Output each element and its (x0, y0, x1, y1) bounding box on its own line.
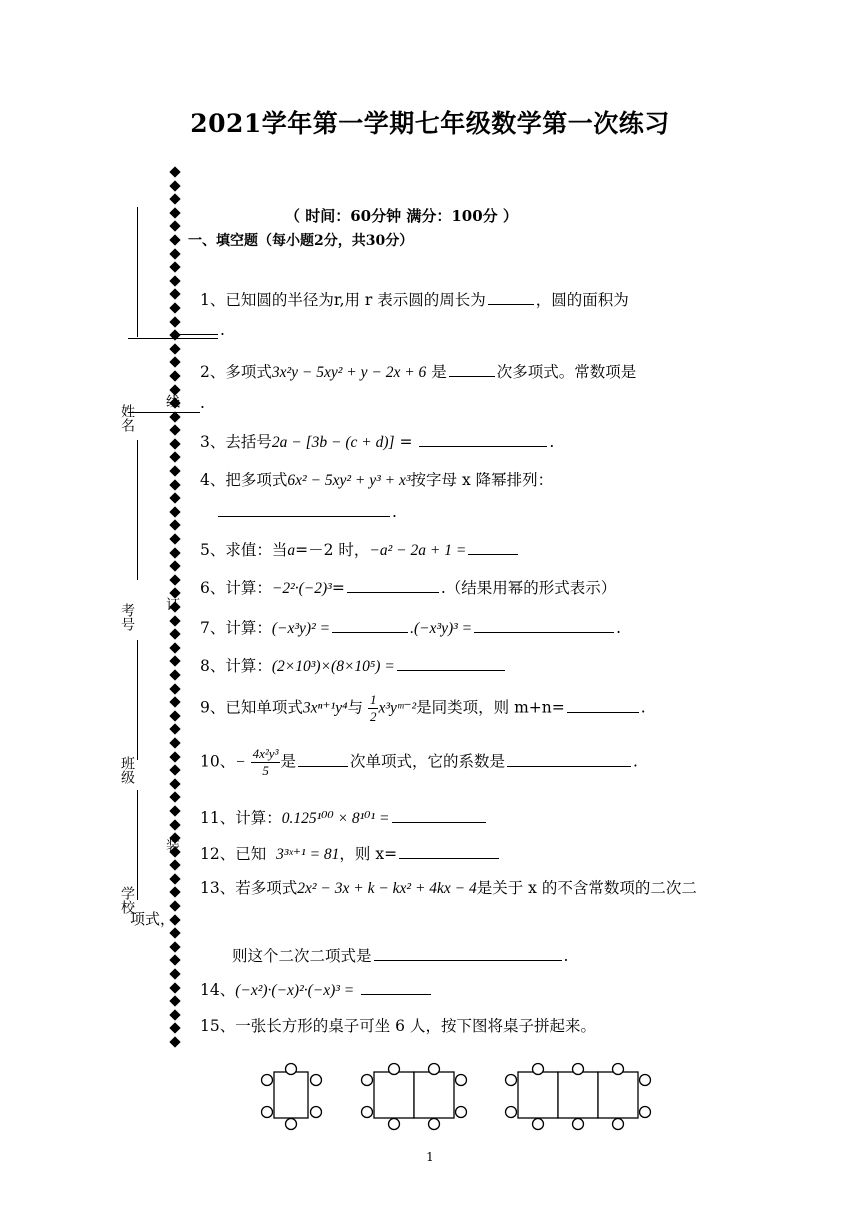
rail-diamond (169, 696, 180, 707)
seat-circle (533, 1064, 544, 1075)
rail-diamond (169, 982, 180, 993)
question-13-cont: 则这个二次二项式是 . (232, 947, 569, 965)
table-rect (518, 1072, 558, 1118)
label-school: 学校 (119, 886, 135, 914)
rail-diamond (169, 357, 180, 368)
page-number: 1 (426, 1150, 434, 1164)
table-rect (274, 1072, 308, 1118)
rail-diamond (169, 194, 180, 205)
label-name: 姓名 (119, 404, 135, 432)
answer-blank[interactable] (419, 432, 547, 447)
table-rect (414, 1072, 454, 1118)
answer-blank[interactable] (174, 320, 218, 335)
seat-circle (311, 1107, 322, 1118)
rail-diamond (169, 629, 180, 640)
seat-circle (456, 1075, 467, 1086)
rail-diamond (169, 574, 180, 585)
answer-blank[interactable] (298, 752, 348, 767)
answer-blank[interactable] (399, 844, 499, 859)
table-rect (558, 1072, 598, 1118)
question-8: 8、计算：(2×10³)×(8×10⁵) = (200, 654, 507, 676)
rail-diamond (169, 642, 180, 653)
question-11: 11、计算：0.125¹⁰⁰ × 8¹⁰¹ = (200, 806, 488, 828)
answer-blank[interactable] (449, 362, 495, 377)
seat-circle (506, 1107, 517, 1118)
rail-diamond (169, 778, 180, 789)
rail-diamond (169, 1036, 180, 1047)
mark-staple: 订 (164, 597, 180, 611)
answer-blank[interactable] (397, 656, 505, 671)
question-3: 3、去括号2a − [3b − (c + d)] = . (200, 433, 555, 451)
seat-circle (286, 1064, 297, 1075)
question-2-cont: . (200, 394, 205, 412)
table-group-3 (506, 1064, 651, 1130)
rail-diamond (169, 1009, 180, 1020)
rail-diamond (169, 724, 180, 735)
seat-circle (429, 1064, 440, 1075)
rail-diamond (169, 302, 180, 313)
seat-circle (362, 1107, 373, 1118)
rail-diamond (169, 438, 180, 449)
page-title: 2021学年第一学期七年级数学第一次练习 (190, 109, 670, 138)
label-class: 班级 (119, 756, 135, 784)
rail-diamond (169, 819, 180, 830)
question-2: 2、多项式3x²y − 5xy² + y − 2x + 6 是 次多项式。常数项是 (200, 363, 637, 381)
margin-line (137, 440, 138, 580)
rail-diamond (169, 887, 180, 898)
question-7: 7、计算：(−x³y)² = .(−x³y)³ = . (200, 619, 622, 637)
margin-line (137, 207, 138, 337)
question-15: 15、一张长方形的桌子可坐 6 人，按下图将桌子拼起来。 (200, 1017, 596, 1035)
rail-diamond (169, 968, 180, 979)
rail-diamond (169, 656, 180, 667)
seat-circle (613, 1064, 624, 1075)
seat-circle (506, 1075, 517, 1086)
table-group-2 (362, 1064, 467, 1130)
rail-diamond (169, 873, 180, 884)
seat-circle (640, 1107, 651, 1118)
rail-diamond (169, 479, 180, 490)
question-12: 12、已知 3³ˣ⁺¹ = 81，则 x= (200, 842, 501, 864)
margin-line (128, 412, 200, 413)
answer-blank[interactable] (474, 618, 614, 633)
rail-diamond (169, 506, 180, 517)
rail-diamond (169, 533, 180, 544)
rail-diamond (169, 248, 180, 259)
answer-blank[interactable] (332, 618, 408, 633)
seat-circle (613, 1119, 624, 1130)
rail-diamond (169, 764, 180, 775)
fraction: $\frac{\text{4x²y³}}{5}$ (252, 746, 279, 778)
mark-bind: 装 (164, 838, 180, 852)
rail-diamond (169, 561, 180, 572)
seat-circle (456, 1107, 467, 1118)
table-rect (374, 1072, 414, 1118)
rail-diamond (169, 261, 180, 272)
answer-blank[interactable] (347, 578, 439, 593)
question-9: 9、已知单项式3xⁿ⁺¹y⁴与 $\frac{1}{2}$ x³yᵐ⁻²是同类项，则 m+n= . (200, 692, 646, 724)
answer-blank[interactable] (567, 698, 639, 713)
rail-diamond (169, 751, 180, 762)
answer-blank[interactable] (361, 980, 431, 995)
seat-circle (533, 1119, 544, 1130)
seat-circle (262, 1075, 273, 1086)
margin-line (137, 790, 138, 900)
margin-line (137, 640, 138, 760)
rail-diamond (169, 234, 180, 245)
rail-diamond (169, 370, 180, 381)
seat-circle (286, 1119, 297, 1130)
rail-diamond (169, 792, 180, 803)
question-6: 6、计算：−2²·(−2)³= .（结果用幂的形式表示） (200, 579, 617, 597)
rail-diamond (169, 669, 180, 680)
answer-blank[interactable] (218, 502, 390, 517)
rail-diamond (169, 520, 180, 531)
answer-blank[interactable] (488, 290, 534, 305)
mark-line: 线 (164, 394, 180, 408)
rail-diamond (169, 615, 180, 626)
rail-diamond (169, 1023, 180, 1034)
label-exam-number: 考号 (119, 603, 135, 631)
rail-diamond (169, 221, 180, 232)
answer-blank[interactable] (392, 808, 486, 823)
rail-diamond (169, 941, 180, 952)
rail-diamond (169, 996, 180, 1007)
question-1: 1、已知圆的半径为r,用 r 表示圆的周长为 ，圆的面积为 (200, 291, 629, 309)
question-5: 5、求值：当a=－2 时，−a² − 2a + 1 = (200, 538, 520, 560)
rail-diamond (169, 805, 180, 816)
seat-circle (573, 1119, 584, 1130)
rail-diamond (169, 955, 180, 966)
question-14: 14、(−x²)·(−x)²·(−x)³ = (200, 978, 433, 1000)
question-4-cont: . (216, 502, 397, 521)
rail-diamond (169, 683, 180, 694)
rail-diamond (169, 166, 180, 177)
seat-circle (640, 1075, 651, 1086)
rail-diamond (169, 275, 180, 286)
rail-diamond (169, 207, 180, 218)
table-rect (598, 1072, 638, 1118)
rail-diamond (169, 710, 180, 721)
seat-circle (362, 1075, 373, 1086)
question-10: 10、− $\frac{\text{4x²y³}}{5}$ 是 次单项式，它的系数是 . (200, 746, 638, 778)
seat-circle (573, 1064, 584, 1075)
question-13: 13、若多项式2x² − 3x + k − kx² + 4kx − 4是关于 x 的不含常数项的二次二 (200, 879, 697, 897)
rail-diamond (169, 452, 180, 463)
rail-diamond (169, 465, 180, 476)
rail-diamond (169, 547, 180, 558)
table-group-1 (262, 1064, 322, 1130)
seat-circle (311, 1075, 322, 1086)
answer-blank[interactable] (468, 540, 518, 555)
overflow-text: 项式， (130, 910, 176, 928)
rail-diamond (169, 425, 180, 436)
question-1-cont: . (172, 320, 225, 339)
rail-diamond (169, 737, 180, 748)
section-heading: 一、填空题（每小题2分，共30分） (188, 233, 414, 249)
question-4: 4、把多项式6x² − 5xy² + y³ + x³按字母 x 降幂排列： (200, 471, 554, 489)
rail-diamond (169, 928, 180, 939)
rail-diamond (169, 860, 180, 871)
fraction: $\frac{1}{2}$ (369, 692, 377, 724)
answer-blank[interactable] (507, 752, 631, 767)
seat-circle (389, 1064, 400, 1075)
tables-figure (250, 1060, 710, 1140)
seat-circle (389, 1119, 400, 1130)
seat-circle (262, 1107, 273, 1118)
rail-diamond (169, 343, 180, 354)
answer-blank[interactable] (374, 946, 562, 961)
seat-circle (429, 1119, 440, 1130)
exam-info: （ 时间：60分钟 满分：100分 ） (285, 207, 518, 225)
rail-diamond (169, 493, 180, 504)
rail-diamond (169, 289, 180, 300)
rail-diamond (169, 180, 180, 191)
